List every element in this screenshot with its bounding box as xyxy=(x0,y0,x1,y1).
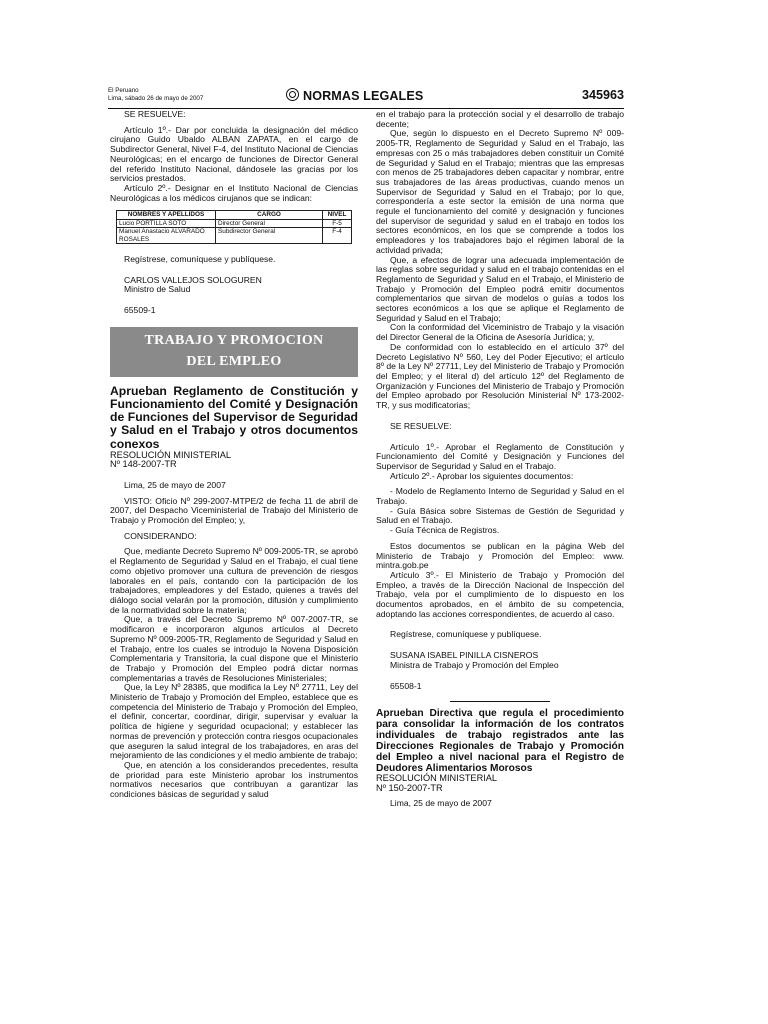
closing-formula-2: Regístrese, comuníquese y publíquese. xyxy=(390,629,542,640)
document-item: - Modelo de Reglamento Interno de Seguridad y Salud en el Trabajo. xyxy=(376,486,624,507)
resolution-label: RESOLUCIÓN MINISTERIAL xyxy=(110,449,231,460)
table-header-row xyxy=(117,211,352,219)
considerando-4: Que, en atención a los considerandos precedentes, resulta de prioridad para este Ministerio aprobar los instrumentos normativos necesarios que contribuyan a garantizar las condiciones básicas de seguridad y salud xyxy=(110,759,358,800)
header-left xyxy=(108,87,203,102)
legal-basis-paragraph: De conformidad con lo establecido en el artículo 37º del Decreto Legislativo Nº 560, Ley del Poder Ejecutivo; el artículo 8º de la Ley Nº 27711, Ley del Ministerio de Trabajo y Promoción del Empleo; y el literal d) del artículo 12º del Reglamento de Organización y Funciones del Ministerio de Trabajo y Promoción del Empleo aprobado por Resolución Ministerial Nº 173-2002-TR, y sus modificatorias; xyxy=(376,341,624,411)
continued-paragraph: en el trabajo para la protección social y el desarrollo de trabajo decente; xyxy=(376,109,624,129)
table-cell: Director General xyxy=(216,219,323,227)
banner-line-1: TRABAJO Y PROMOCION xyxy=(144,332,324,348)
considerando-heading: CONSIDERANDO: xyxy=(124,530,197,541)
article-2: Artículo 2º.- Designar en el Instituto Nacional de Ciencias Neurológicas a los médicos cirujanos que se indican: xyxy=(110,182,358,203)
resolution-date: Lima, 25 de mayo de 2007 xyxy=(124,479,226,490)
article-1: Artículo 1º.- Dar por concluida la designación del médico cirujano Guido Ubaldo ALBAN ZAPATA, en el cargo de Subdirector General, Nivel F-4, del Instituto Nacional de Ciencias Neurológicas; en el encargo de funciones de Director General del referido Instituto Nacional, dándosele las gracias por los servicios prestados. xyxy=(110,124,358,184)
section-title xyxy=(286,88,423,103)
table-cell: Manuel Anastacio ALVARADO ROSALES xyxy=(117,228,216,244)
left-column xyxy=(110,110,358,800)
se-resuelve-heading: SE RESUELVE: xyxy=(124,109,186,119)
resolution-label-2: RESOLUCIÓN MINISTERIAL xyxy=(376,773,497,784)
resolution-article-1: Artículo 1º.- Aprobar el Reglamento de Constitución y Funcionamiento del Comité y Designación y Funciones del Supervisor de Seguridad y Salud en el Trabajo. xyxy=(376,441,624,471)
signatory-name: CARLOS VALLEJOS SOLOGUREN xyxy=(124,274,262,285)
banner-line-2: DEL EMPLEO xyxy=(186,353,282,369)
considerando-3: Que, la Ley Nº 28385, que modifica la Ley Nº 27711, Ley del Ministerio de Trabajo y Promoción del Empleo, establece que es competencia del Ministerio de Trabajo y Promoción del Empleo, el definir, concertar, coordinar, dirigir, supervisar y evaluar la política de higiene y seguridad ocupacional; y establecer las normas de prevención y protección contra riesgos ocupacionales que aseguren la salud integral de los trabajadores, en aras del mejoramiento de las condiciones y el medio ambiente de trabajo; xyxy=(110,682,358,761)
document-item: - Guía Técnica de Registros. xyxy=(390,525,500,536)
signatory-title-2: Ministra de Trabajo y Promoción del Empleo xyxy=(390,659,559,670)
col-header-names: NOMBRES Y APELLIDOS xyxy=(117,211,216,219)
considerando-6: Que, a efectos de lograr una adecuada implementación de las reglas sobre seguridad y salud en el trabajo contenidas en el Reglamento de Seguridad y Salud en el Trabajo, el Ministerio de Trabajo y Promoción del Empleo podrá emitir documentos complementarios que sirvan de modelos o guías a todos los sectores económicos a los que se aplique el Reglamento de Seguridad y Salud en el Trabajo; xyxy=(376,254,624,323)
resolution-article-3: Artículo 3º.- El Ministerio de Trabajo y Promoción del Empleo, a través de la Dirección Nacional de Inspección del Trabajo, vela por el cumplimiento de lo dispuesto en los documentos aprobados, en el ámbito de su competencia, adoptando las acciones correspondientes, de acuerdo al caso. xyxy=(376,569,624,619)
considerando-5: Que, según lo dispuesto en el Decreto Supremo Nº 009-2005-TR, Reglamento de Seguridad y Salud en el Trabajo, las empresas con 25 o más trabajadores deben constituir un Comité de Seguridad y Salud en el Trabajo; mientras que las empresas con menos de 25 trabajadores deben capacitar y nombrar, entre sus trabajadores de las áreas productivas, cuando menos un Supervisor de Seguridad y Salud en el Trabajo; por lo que, correspondería a este sector la emisión de una norma que regule el funcionamiento del comité y designación y funciones del supervisor de seguridad y salud en el trabajo en todos los sectores económicos, en los que se comprende a todos los empleadores y los trabajadores bajo el régimen laboral de la actividad privada; xyxy=(376,128,624,255)
document-code: 65509-1 xyxy=(124,305,156,316)
page-number: 345963 xyxy=(581,88,624,102)
page-header xyxy=(108,86,624,109)
signatory-title: Ministro de Salud xyxy=(124,284,191,295)
closing-formula: Regístrese, comuníquese y publíquese. xyxy=(124,253,276,264)
section-label: NORMAS LEGALES xyxy=(303,89,424,103)
newspaper-page xyxy=(108,86,624,890)
visto-paragraph: VISTO: Oficio Nº 299-2007-MTPE/2 de fecha 11 de abril de 2007, del Despacho Viceministerial de Trabajo del Ministerio de Trabajo y Promoción del Empleo; y, xyxy=(110,495,358,526)
table-cell: Lucio PORTILLA SOTO xyxy=(117,219,216,227)
conformidad-paragraph: Con la conformidad del Viceministro de Trabajo y la visación del Director General de la Oficina de Asesoría Jurídica; y, xyxy=(376,322,624,343)
document-code-2: 65508-1 xyxy=(390,680,422,691)
resolution-headline: Aprueban Reglamento de Constitución y Funcionamiento del Comité y Designación de Funciones del Supervisor de Seguridad y Salud en el Trabajo y otros documentos conexos xyxy=(110,383,358,451)
signatory-name-2: SUSANA ISABEL PINILLA CISNEROS xyxy=(390,650,539,661)
table-cell: F-5 xyxy=(323,219,352,227)
paper-name: El Peruano xyxy=(108,87,139,94)
resolution-number: Nº 148-2007-TR xyxy=(110,459,177,470)
se-resuelve-heading-2: SE RESUELVE: xyxy=(390,420,452,431)
considerando-1: Que, mediante Decreto Supremo Nº 009-2005-TR, se aprobó el Reglamento de Seguridad y Salud en el Trabajo, el cual tiene como objetivo promover una cultura de prevención de riesgos laborales en el país, contando con la participación de los trabajadores, empleadores y del Estado, quienes a través del diálogo social velarán por la promoción, difusión y cumplimiento de la normatividad sobre la materia; xyxy=(110,546,358,615)
table-cell: F-4 xyxy=(323,228,352,244)
col-header-nivel: NIVEL xyxy=(323,211,352,219)
emblem-icon xyxy=(286,88,299,101)
table-row xyxy=(117,228,352,244)
resolution-date-2: Lima, 25 de mayo de 2007 xyxy=(390,798,492,809)
web-publication-note: Estos documentos se publican en la página Web del Ministerio de Trabajo y Promoción del Empleo: www. mintra.gob.pe xyxy=(376,540,624,571)
designations-table xyxy=(116,210,352,244)
right-column xyxy=(376,110,624,809)
section-banner xyxy=(110,327,358,377)
table-cell: Subdirector General xyxy=(216,228,323,244)
document-item: - Guía Básica sobre Sistemas de Gestión de Seguridad y Salud en el Trabajo. xyxy=(376,505,624,526)
resolution-number-2: Nº 150-2007-TR xyxy=(376,782,443,793)
issue-date: Lima, sábado 26 de mayo de 2007 xyxy=(108,94,204,102)
directive-headline: Aprueban Directiva que regula el procedimiento para consolidar la información de los contratos individuales de trabajo registrados ante las Direcciones Regionales de Trabajo y Promoción del Empleo a nivel nacional para el Registro de Deudores Alimentarios Morosos xyxy=(376,708,624,775)
resolution-article-2: Artículo 2º.- Aprobar los siguientes documentos: xyxy=(390,470,574,481)
col-header-cargo: CARGO xyxy=(216,211,323,219)
considerando-2: Que, a través del Decreto Supremo Nº 007-2007-TR, se modificaron e incorporaron algunos artículos al Decreto Supremo Nº 009-2005-TR, Reglamento de Seguridad y Salud en el Trabajo, entre los cuales se introdujo la Novena Disposición Complementaria y Transitoria, la cual dispone que el Ministerio de Trabajo y Promoción del Empleo podrá dictar normas complementarias a través de Resoluciones Ministeriales; xyxy=(110,614,358,683)
table-row xyxy=(117,219,352,227)
separator-rule xyxy=(450,701,550,702)
